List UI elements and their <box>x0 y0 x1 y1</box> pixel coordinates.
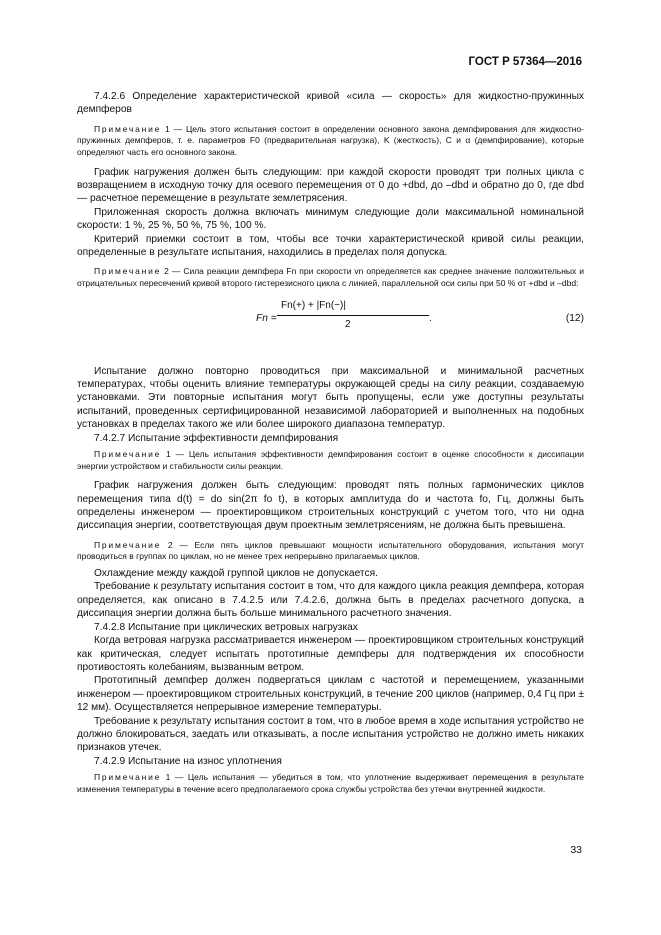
paragraph-prototype-cycles: Прототипный демпфер должен подвергаться циклам с частотой и перемещением, указанными инженером — проектировщиком строительных конструкций, в течение 200 циклов (например, 0,4 Гц при ± 12 мм). Осуществляется непрерывное измерение температуры. <box>77 675 584 714</box>
formula-denominator: 2 <box>345 318 351 330</box>
note-label: Примечание <box>94 449 162 460</box>
formula-end: . <box>429 312 432 324</box>
document-body <box>77 90 584 795</box>
section-7428-title: 7.4.2.8 Испытание при циклических ветровых нагрузках <box>94 621 358 633</box>
note-7429-1 <box>77 772 584 795</box>
note-text: 1 — Цель этого испытания состоит в определении основного закона демпфирования для жидкостно-пружинных демпферов, т. е. параметров F0 (предварительная нагрузка), K (жесткость), C и α (демпфирование), которые определяют часть его основного закона. <box>77 123 584 157</box>
note-7426-1 <box>77 124 584 159</box>
section-7426-title: 7.4.2.6 Определение характеристической кривой «сила — скорость» для жидкостно-пружинных демпферов <box>77 91 584 116</box>
note-label: Примечание <box>94 772 162 783</box>
paragraph-requirement-damping: Требование к результату испытания состоит в том, что для каждого цикла реакция демпфера, которая определяется, как описано в 7.4.2.5 или 7.4.2.6, должна быть в пределах расчетного допуска, а диссипация энергии должна быть больше минимального расчетного значения. <box>77 581 584 620</box>
paragraph-load-schedule: График нагружения должен быть следующим: при каждой скорости проводят три полных цикла с возвращением в исходную точку для осевого перемещения от 0 до +dbd, до –dbd и обратно до 0, где dbd — расчетное перемещение в результате землетрясения. <box>77 166 584 205</box>
section-7427-title: 7.4.2.7 Испытание эффективности демпфирования <box>94 432 339 444</box>
section-7429-title: 7.4.2.9 Испытание на износ уплотнения <box>94 755 282 767</box>
formula-lhs: Fn = <box>256 312 277 324</box>
note-7427-2 <box>77 540 584 563</box>
paragraph-harmonic-cycles: График нагружения должен быть следующим: проводят пять полных гармонических циклов перемещения типа d(t) = do sin(2π fo t), в которых амплитуда do и частота fo, Гц, должны быть определены инженером — проектировщиком строительных конструкций с учетом того, что ни одна диссипация энергии, соответствующая двум проектным землетрясениям, не должна быть превышена. <box>77 480 584 532</box>
note-label: Примечание <box>94 123 162 134</box>
note-label: Примечание <box>94 539 162 550</box>
note-text: 1 — Цель испытания — убедиться в том, что уплотнение выдерживает перемещения в результате изменения температуры в течение всего предполагаемого срока службы устройства без утечки внутренней жидкости. <box>77 772 584 794</box>
formula-12 <box>77 296 584 358</box>
note-7427-1 <box>77 449 584 472</box>
paragraph-acceptance-criterion: Критерий приемки состоит в том, чтобы все точки характеристической кривой силы реакции, определенные в результате испытания, находились в пределах поля допуска. <box>77 233 584 259</box>
doc-header-standard-id: ГОСТ Р 57364—2016 <box>468 56 582 68</box>
paragraph-requirement-wind: Требование к результату испытания состоит в том, что в любое время в ходе испытания устройство не должно блокироваться, заедать или отказывать, а после испытания устройство не должно иметь никаких признаков утечек. <box>77 715 584 754</box>
paragraph-applied-speed: Приложенная скорость должна включать минимум следующие доли максимальной номинальной скорости: 1 %, 25 %, 50 %, 75 %, 100 %. <box>77 206 584 232</box>
note-text: 2 — Сила реакции демпфера Fn при скорости vn определяется как среднее значение положительных и отрицательных пересечений кривой второго гистерезисного цикла с линией, параллельной оси силы при 50 % от +dbd и –dbd: <box>77 266 584 289</box>
note-label: Примечание <box>94 266 162 277</box>
page-number: 33 <box>570 844 582 856</box>
note-7426-2 <box>77 266 584 289</box>
formula-fraction-bar <box>277 315 429 316</box>
note-text: 2 — Если пять циклов превышают мощности испытательного оборудования, испытания могут проводиться в группах по циклам, но не менее трех непрерывно прилагаемых циклов. <box>77 539 584 562</box>
paragraph-wind-load: Когда ветровая нагрузка рассматривается инженером — проектировщиком строительных конструкций как критическая, следует испытать прототипные демпферы для подтверждения их способности противостоять колебаниям, вызванным ветром. <box>77 635 584 673</box>
formula-numerator: Fn(+) + |Fn(−)| <box>281 299 346 311</box>
paragraph-repeat-testing: Испытание должно повторно проводиться при максимальной и минимальной расчетных температурах, чтобы оценить влияние температуры окружающей среды на силу реакции, создаваемую установками. Эти повторные испытания могут быть пропущены, если уже доступны результаты испытаний, проведенных сертифицированной независимой лабораторией и выполненных на подобных установках в пределах такого же или более широкого диапазона температур. <box>77 365 584 431</box>
formula-number: (12) <box>565 312 584 324</box>
note-text: 1 — Цель испытания эффективности демпфирования состоит в оценке способности к диссипации энергии устройством и стабильности силы реакции. <box>77 449 584 471</box>
paragraph-cooling: Охлаждение между каждой группой циклов не допускается. <box>94 568 378 580</box>
